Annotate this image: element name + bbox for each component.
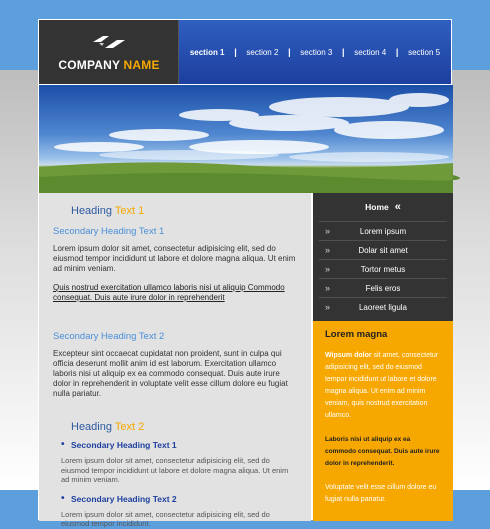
heading-1 <box>71 205 297 217</box>
sidebar-item-label: Lorem ipsum <box>359 226 407 236</box>
sidebar-menu <box>313 193 453 321</box>
info-box-paragraph-2: Laboris nisi ut aliquip ex ea commodo consequat. Duis aute irure dolor in reprehenderit. <box>325 436 440 467</box>
info-box-paragraph-3: Voluptate velit esse cillum dolore eu fugiat nulla pariatur. <box>325 484 437 503</box>
double-chevron-left-icon: « <box>394 201 401 213</box>
secondary-heading-2: Secondary Heading Text 2 <box>53 331 165 342</box>
heading-2-main: Heading <box>71 421 115 433</box>
nav-separator: | <box>288 47 291 57</box>
sidebar-item-lorem-ipsum[interactable] <box>319 221 447 240</box>
bird-logo-icon <box>91 34 127 50</box>
nav-section-5[interactable]: section 5 <box>408 47 441 57</box>
sidebar-item-tortor-metus[interactable] <box>319 259 447 278</box>
main-content <box>39 193 311 528</box>
company-word: COMPANY <box>58 58 124 72</box>
sidebar-item-label: Dolar sit amet <box>358 245 408 255</box>
logo-area[interactable] <box>39 20 179 84</box>
double-chevron-right-icon: » <box>325 264 331 274</box>
sky-landscape-banner <box>39 85 453 193</box>
sidebar-item-label: Felis eros <box>365 283 401 293</box>
list-item-title[interactable]: • Secondary Heading Text 1 <box>61 440 297 450</box>
double-chevron-right-icon: » <box>325 302 331 312</box>
company-name <box>39 58 179 72</box>
paragraph-1: Lorem ipsum dolor sit amet, consectetur adipisicing elit, sed do eiusmod tempor incididunt ut labore et dolore magna aliqua. Ut enim ad minim veniam. <box>53 244 296 273</box>
list-item-title[interactable]: • Secondary Heading Text 2 <box>61 494 297 504</box>
sidebar-home-label: Home <box>365 202 389 212</box>
name-word: NAME <box>123 58 160 72</box>
info-box-bold-lead: Wipsum dolor <box>325 352 372 359</box>
double-chevron-right-icon: » <box>325 283 331 293</box>
nav-section-3[interactable]: section 3 <box>300 47 333 57</box>
nav-separator: | <box>395 47 399 57</box>
info-box <box>313 321 453 521</box>
sidebar-item-laoreet-ligula[interactable] <box>319 297 447 316</box>
info-box-paragraph-1 <box>325 350 443 422</box>
top-navigation <box>179 20 451 84</box>
nav-section-4[interactable]: section 4 <box>354 47 387 57</box>
list-item <box>61 440 297 485</box>
nav-separator: | <box>234 47 237 57</box>
bullet-list <box>53 440 297 529</box>
sidebar-item-label: Laoreet ligula <box>358 302 408 312</box>
info-box-text: sit amet, consectetur adipisicing elit, sed do eiusmod tempor incididunt ut labore et dolore magna aliqua. Ut enim ad minim veniam, quis nostrud exercitation ullamco. <box>325 352 439 419</box>
nav-section-1[interactable]: section 1 <box>189 47 225 57</box>
heading-1-accent: Text 1 <box>114 205 145 217</box>
sidebar-item-label: Tortor metus <box>360 264 406 274</box>
nav-separator: | <box>342 47 345 57</box>
list-item <box>61 494 297 529</box>
sidebar-item-felis-eros[interactable] <box>319 278 447 297</box>
secondary-heading-1: Secondary Heading Text 1 <box>53 226 165 237</box>
sidebar-item-home[interactable] <box>313 193 453 221</box>
page-container <box>38 19 452 528</box>
heading-1-main: Heading <box>71 205 115 217</box>
sidebar-item-dolar-sit-amet[interactable] <box>319 240 447 259</box>
double-chevron-right-icon: » <box>325 226 331 236</box>
list-item-text: Lorem ipsum dolor sit amet, consectetur adipisicing elit, sed do eiusmod tempor incididunt. <box>61 509 270 528</box>
content-link[interactable]: Quis nostrud exercitation ullamco laboris nisi ut aliquip Commodo consequat. Duis aute irure dolor in reprehenderit <box>53 283 285 302</box>
heading-2 <box>71 421 297 433</box>
double-chevron-right-icon: » <box>325 245 331 255</box>
nav-section-2[interactable]: section 2 <box>246 47 279 57</box>
heading-2-accent: Text 2 <box>114 421 145 433</box>
list-item-text: Lorem ipsum dolor sit amet, consectetur adipisicing elit, sed do eiusmod tempor incididunt ut labore et dolore magna aliqua. Ut enim ad minim veniam. <box>61 456 289 484</box>
paragraph-2: Excepteur sint occaecat cupidatat non proident, sunt in culpa qui officia deserunt mollit anim id est laborum. Exercitation ullamco laboris nisi ut aliquip ex ea commodo consequat. Duis aute irure dolor in reprehenderit in voluptate velit esse cillum dolore eu fugiat nulla pariatur. <box>53 349 288 398</box>
cloud-decoration <box>39 85 453 193</box>
info-box-title: Lorem magna <box>325 329 388 340</box>
